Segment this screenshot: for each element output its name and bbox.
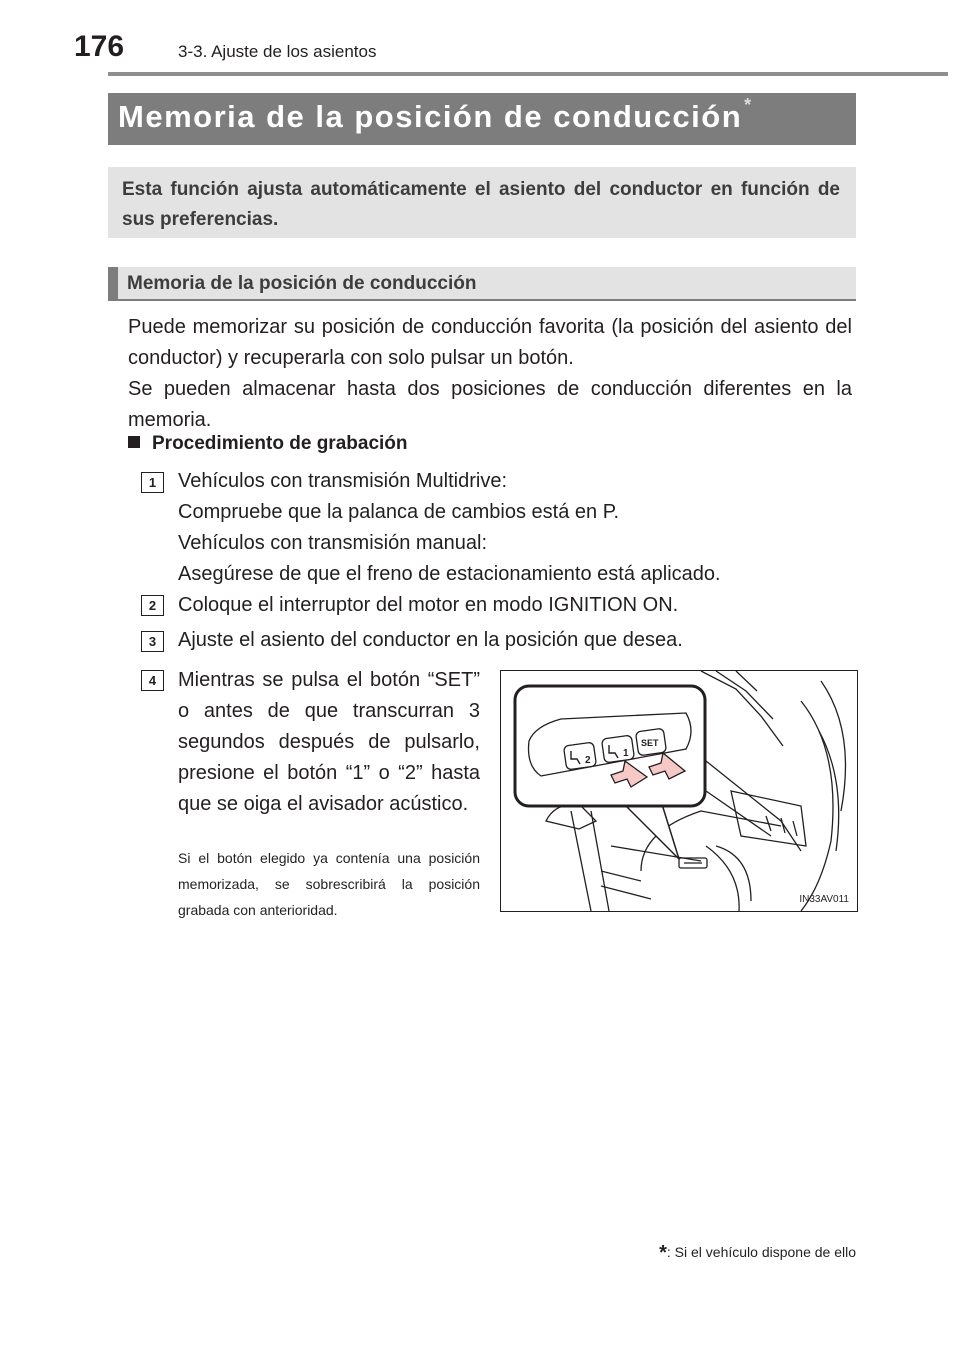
square-bullet-icon xyxy=(128,436,140,448)
page-title xyxy=(118,95,753,135)
intro-paragraph: Puede memorizar su posición de conducción favorita (la posición del asiento del conductor) y recuperarla con solo pulsar un botón. xyxy=(128,316,852,369)
summary-text: Esta función ajusta automáticamente el asiento del conductor en función de sus preferencias. xyxy=(122,179,840,230)
button-label-2: 2 xyxy=(585,755,591,766)
title-asterisk: * xyxy=(744,95,753,115)
step-4-note: Si el botón elegido ya contenía una posición memorizada, se sobrescribirá la posición grabada con anterioridad. xyxy=(178,850,480,918)
step-number: 1 xyxy=(141,472,164,493)
footnote-text: : Si el vehículo dispone de ello xyxy=(666,1244,856,1260)
page-number: 176 xyxy=(74,30,125,63)
page-title-text: Memoria de la posición de conducción xyxy=(118,99,743,134)
step-1-text xyxy=(178,466,721,590)
step-line: Ajuste el asiento del conductor en la posición que desea. xyxy=(178,629,683,651)
figure-illustration xyxy=(500,670,858,912)
summary-box xyxy=(108,167,856,238)
title-bar xyxy=(108,93,856,145)
step-number: 3 xyxy=(141,631,164,652)
footnote xyxy=(659,1240,856,1263)
subheading-bar xyxy=(108,267,856,301)
step-line: Asegúrese de que el freno de estacionamiento está aplicado. xyxy=(178,563,721,585)
header-rule xyxy=(108,72,948,76)
intro-text xyxy=(128,312,852,436)
step-number: 4 xyxy=(141,670,164,691)
memory-buttons-illustration xyxy=(501,671,857,911)
step-line: Vehículos con transmisión Multidrive: xyxy=(178,470,508,492)
asterisk-icon: * xyxy=(659,1242,667,1264)
figure-code: IN33AV011 xyxy=(799,894,849,905)
subheading-text: Memoria de la posición de conducción xyxy=(127,273,477,294)
step-line: Vehículos con transmisión manual: xyxy=(178,532,488,554)
step-4-text: Mientras se pulsa el botón “SET” o antes de que transcurran 3 segundos después de pulsarlo, presione el botón “1” o “2” hasta que se oiga el avisador acústico. xyxy=(178,669,480,815)
step-line: Coloque el interruptor del motor en modo IGNITION ON. xyxy=(178,594,679,616)
button-label-set: SET xyxy=(641,738,659,748)
step-2-text xyxy=(178,590,678,621)
intro-paragraph: Se pueden almacenar hasta dos posiciones de conducción diferentes en la memoria. xyxy=(128,378,852,431)
subheading-accent xyxy=(108,267,118,301)
button-label-1: 1 xyxy=(623,748,629,759)
section-label: 3-3. Ajuste de los asientos xyxy=(178,42,377,61)
step-3-text xyxy=(178,625,683,656)
step-line: Compruebe que la palanca de cambios está en P. xyxy=(178,501,620,523)
procedure-heading-text: Procedimiento de grabación xyxy=(152,433,408,454)
procedure-heading xyxy=(128,433,408,455)
step-number: 2 xyxy=(141,595,164,616)
